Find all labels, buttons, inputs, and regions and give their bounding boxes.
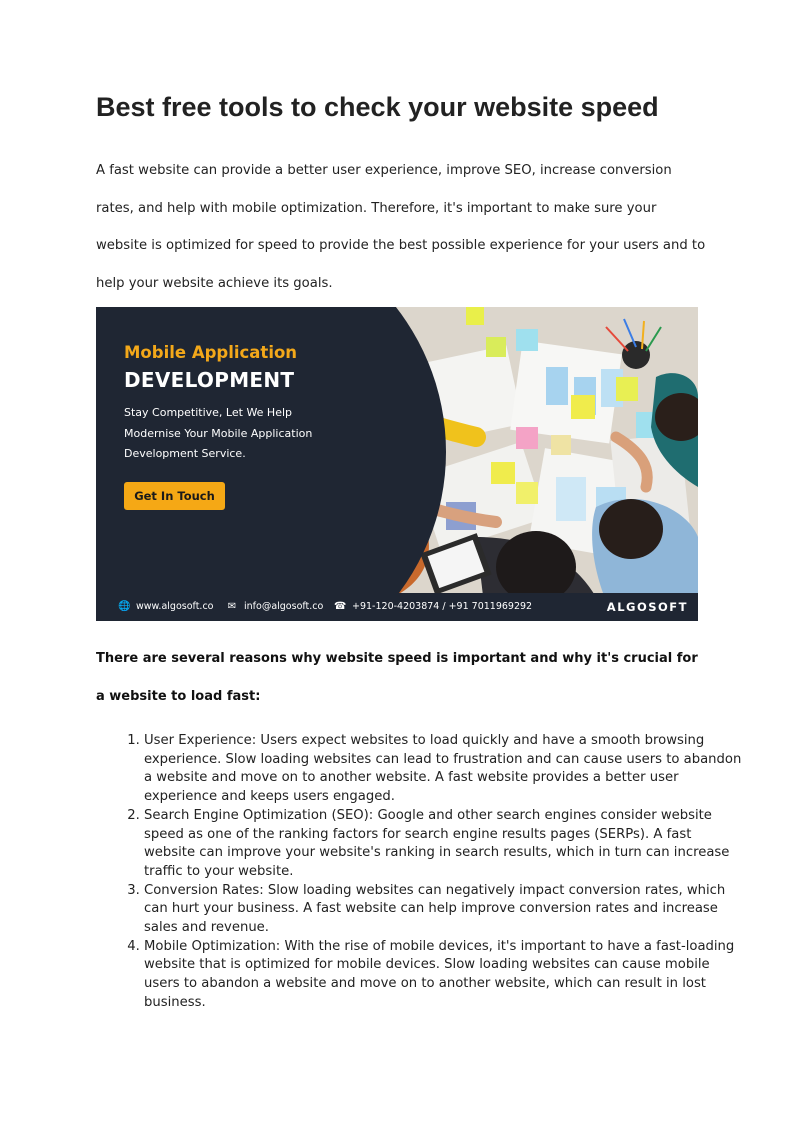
list-item: 2. Search Engine Optimization (SEO): Google and other search engines consider website speed as one of the ranking factors for search engine results pages (SERPs). A fast website can improve your website's ranking in search results, which in turn can increase traffic to your website.: [144, 807, 744, 882]
banner-title: DEVELOPMENT: [124, 368, 295, 392]
website-contact[interactable]: [118, 593, 213, 621]
banner-description: Stay Competitive, Let We Help Modernise Your Mobile Application Development Service.: [124, 406, 313, 460]
algosoft-logo: ALGOSOFT: [606, 600, 688, 614]
list-item: 1. User Experience: Users expect websites to load quickly and have a smooth browsing experience. Slow loading websites can lead to frustration and can cause users to abandon a website and move on to another website. A fast website provides a better user experience and keeps users engaged.: [144, 732, 744, 807]
mail-icon: ✉: [227, 601, 237, 612]
website-text: www.algosoft.co: [136, 601, 214, 612]
promo-banner: [96, 307, 698, 621]
phone-text: +91-120-4203874 / +91 7011969292: [352, 601, 533, 612]
reasons-list: [96, 732, 744, 1013]
page-title: Best free tools to check your website speed: [96, 92, 659, 122]
banner-contact-bar: [96, 593, 698, 621]
phone-contact[interactable]: [334, 593, 532, 621]
phone-icon: ☎: [334, 601, 347, 612]
banner-subtitle: Mobile Application: [124, 343, 298, 362]
email-text: info@algosoft.co: [244, 601, 324, 612]
list-item: 4. Mobile Optimization: With the rise of mobile devices, it's important to have a fast-loading website that is optimized for mobile devices. Slow loading websites can cause mobile users to abandon a website and move on to another website, which can result in lost business.: [144, 938, 744, 1013]
section-heading: There are several reasons why website speed is important and why it's crucial for a website to load fast:: [96, 651, 698, 704]
list-item: 3. Conversion Rates: Slow loading websites can negatively impact conversion rates, which can hurt your business. A fast website can help improve conversion rates and increase sales and revenue.: [144, 882, 744, 938]
globe-icon: 🌐: [118, 601, 131, 612]
get-in-touch-button[interactable]: Get In Touch: [124, 482, 225, 510]
email-contact[interactable]: [226, 593, 323, 621]
intro-paragraph: A fast website can provide a better user experience, improve SEO, increase conversion rates, and help with mobile optimization. Therefore, it's important to make sure your website is optimized for speed to provide the best possible experience for your users and to help your website achieve its goals.: [96, 163, 706, 291]
